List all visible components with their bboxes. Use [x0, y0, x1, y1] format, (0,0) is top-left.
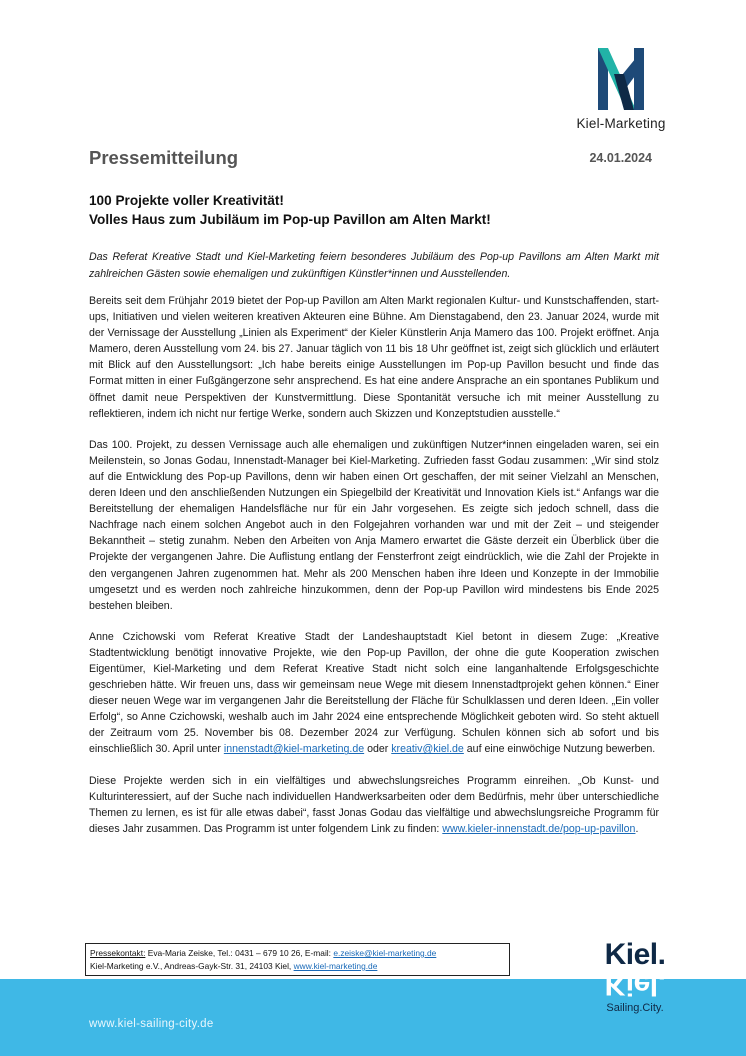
paragraph-4-end: . — [635, 822, 639, 835]
program-link[interactable]: www.kieler-innenstadt.de/pop-up-pavillon — [442, 822, 636, 835]
headline-line-2: Volles Haus zum Jubiläum im Pop-up Pavillon am Alten Markt! — [89, 212, 491, 227]
press-contact-box — [85, 943, 510, 976]
paragraph-3-mid: oder — [364, 743, 392, 756]
contact-email-link[interactable]: e.zeiske@kiel-marketing.de — [333, 948, 437, 958]
brand-name: Kiel-Marketing — [576, 116, 666, 131]
paragraph-3-text: Anne Czichowski vom Referat Kreative Stadt der Landeshauptstadt Kiel betont in diesem Zuge: „Kreative Stadtentwicklung benötigt innovative Projekte, wie den Pop-up Pavillon, der ohne die gute Kooperation zwischen Eigentümer, Kiel-Marketing und dem Referat Kreative Stadt nicht solch eine langanhaltende Erfolgsgeschichte geschrieben hätte. Wir freuen uns, dass wir gemeinsam neue Wege mit diesem Innenstadtprojekt gehen können.“ Einer dieser neuen Wege war im vergangenen Jahr die Bereitstellung der Fläche für Schulklassen und deren Ideen. „Ein voller Erfolg“, so Anne Czichowski, weshalb auch im Jahr 2024 eine entsprechende Möglichkeit geboten wird. So steht aktuell der Zeitraum vom 25. November bis 08. Dezember 2024 zur Verfügung. Schulen können sich ab sofort und bis einschließlich 30. April unter — [89, 630, 659, 756]
page-title: Pressemitteilung — [89, 147, 239, 168]
contact-person: Eva-Maria Zeiske, Tel.: 0431 – 679 10 26, E-mail: — [145, 948, 334, 958]
kiel-sailing-city-logo — [580, 940, 690, 1014]
contact-address: Kiel-Marketing e.V., Andreas-Gayk-Str. 31, 24103 Kiel, — [90, 961, 294, 971]
email-link-kreativ[interactable]: kreativ@kiel.de — [391, 743, 464, 756]
k-logo-icon — [590, 44, 652, 114]
headline-line-1: 100 Projekte voller Kreativität! — [89, 193, 284, 208]
kiel-marketing-logo — [556, 44, 686, 131]
footer-url[interactable]: www.kiel-sailing-city.de — [89, 1018, 214, 1030]
paragraph-3-end: auf eine einwöchige Nutzung bewerben. — [463, 743, 656, 756]
contact-label: Pressekontakt: — [90, 948, 146, 958]
contact-line-2 — [90, 960, 505, 973]
logo-slogan: Sailing.City. — [606, 1002, 664, 1014]
paragraph-1: Bereits seit dem Frühjahr 2019 bietet der Pop-up Pavillon am Alten Markt regionalen Kultur- und Kunstschaffenden, start-ups, Initiativen und vielen weiteren kreativen Akteuren eine Bühne. Am Dienstagabend, den 23. Januar 2024, wurde mit der Vernissage der Ausstellung „Linien als Experiment“ der Kieler Künstlerin Anja Mamero das 100. Projekt eröffnet. Anja Mamero, deren Ausstellung vom 24. bis 27. Januar täglich von 11 bis 18 Uhr geöffnet ist, zeigt sich glücklich und erläutert mit Blick auf den Ausstellungsort: „Ich habe bereits einige Ausstellungen im Pop-up Pavillon besucht und finde das Format mitten in einer Fußgängerzone sehr ansprechend. Es hat eine andere Ansprache an ein spontanes Publikum und öffnet damit neue Perspektiven der Kunstvermittlung. Diese Spontanität versuche ich mit meiner Ausstellung zu reflektieren, indem ich nicht nur fertige Werke, sondern auch Skizzen und Konzeptstudien ausstelle.“ — [89, 295, 659, 420]
email-link-innenstadt[interactable]: innenstadt@kiel-marketing.de — [223, 743, 365, 756]
kiel-logo-reflection: Kiel. — [604, 968, 666, 1001]
paragraph-2: Das 100. Projekt, zu dessen Vernissage auch alle ehemaligen und zukünftigen Nutzer*innen eingeladen waren, sei ein Meilenstein, so Jonas Godau, Innenstadt-Manager bei Kiel-Marketing. Zufrieden fasst Godau zusammen: „Wir sind stolz auf die Entwicklung des Pop-up Pavillons, denn wir haben einen Ort geschaffen, der mit seiner Vielzahl an Menschen, deren Ideen und den anschließenden Nutzungen ein Spiegelbild der Kreativität und Innovation Kiels ist.“ Anfangs war die Bereitstellung der ehemaligen Handelsfläche nur für ein Jahr vorgesehen. Es zeigte sich jedoch schnell, dass die Nachfrage nach einem solchen Angebot auch in den Folgejahren vorhanden war und mit der Zeit – und steigender Bekanntheit – stetig zunahm. Neben den Arbeiten von Anja Mamero erwartet die Gäste derzeit ein Überblick über die Projekte der vergangenen Jahre. Die Auflistung entlang der Fensterfront zeigt eindrücklich, wie die Zahl der Projekte in den vergangenen Jahren zugenommen hat. Mehr als 200 Menschen haben ihre Ideen und Konzepte in der Immobilie umgesetzt und es werden noch zahlreiche hinzukommen, denn der Pop-up Pavillon wird mindestens bis Ende 2025 bestehen bleiben. — [89, 438, 659, 612]
lead-paragraph: Das Referat Kreative Stadt und Kiel-Marketing feiern besonderes Jubiläum des Pop-up Pavillons am Alten Markt mit zahlreichen Gästen sowie ehemaligen und zukünftigen Künstler*innen und Ausstellenden. — [89, 251, 659, 280]
document-header — [89, 147, 655, 175]
article-body — [89, 293, 659, 852]
paragraph-4-text: Diese Projekte werden sich in ein vielfältiges und abwechslungsreiches Programm einreihen. „Ob Kunst- und Kulturinteressiert, auf der Suche nach individuellen Handwerksarbeiten oder dem Bedürfnis, mehr über unterschiedliche Themen zu lernen, es ist für alle etwas dabei“, fasst Jonas Godau das vielfältige und abwechslungsreiche Programm für dieses Jahr zusammen. Das Programm ist unter folgendem Link zu finden: — [89, 774, 659, 835]
kiel-logo-word: Kiel. — [604, 938, 666, 971]
contact-web-link[interactable]: www.kiel-marketing.de — [293, 961, 378, 971]
paragraph-3 — [89, 629, 659, 758]
paragraph-4 — [89, 773, 659, 837]
headline — [89, 191, 659, 229]
contact-line-1 — [90, 947, 505, 960]
release-date: 24.01.2024 — [589, 151, 652, 165]
